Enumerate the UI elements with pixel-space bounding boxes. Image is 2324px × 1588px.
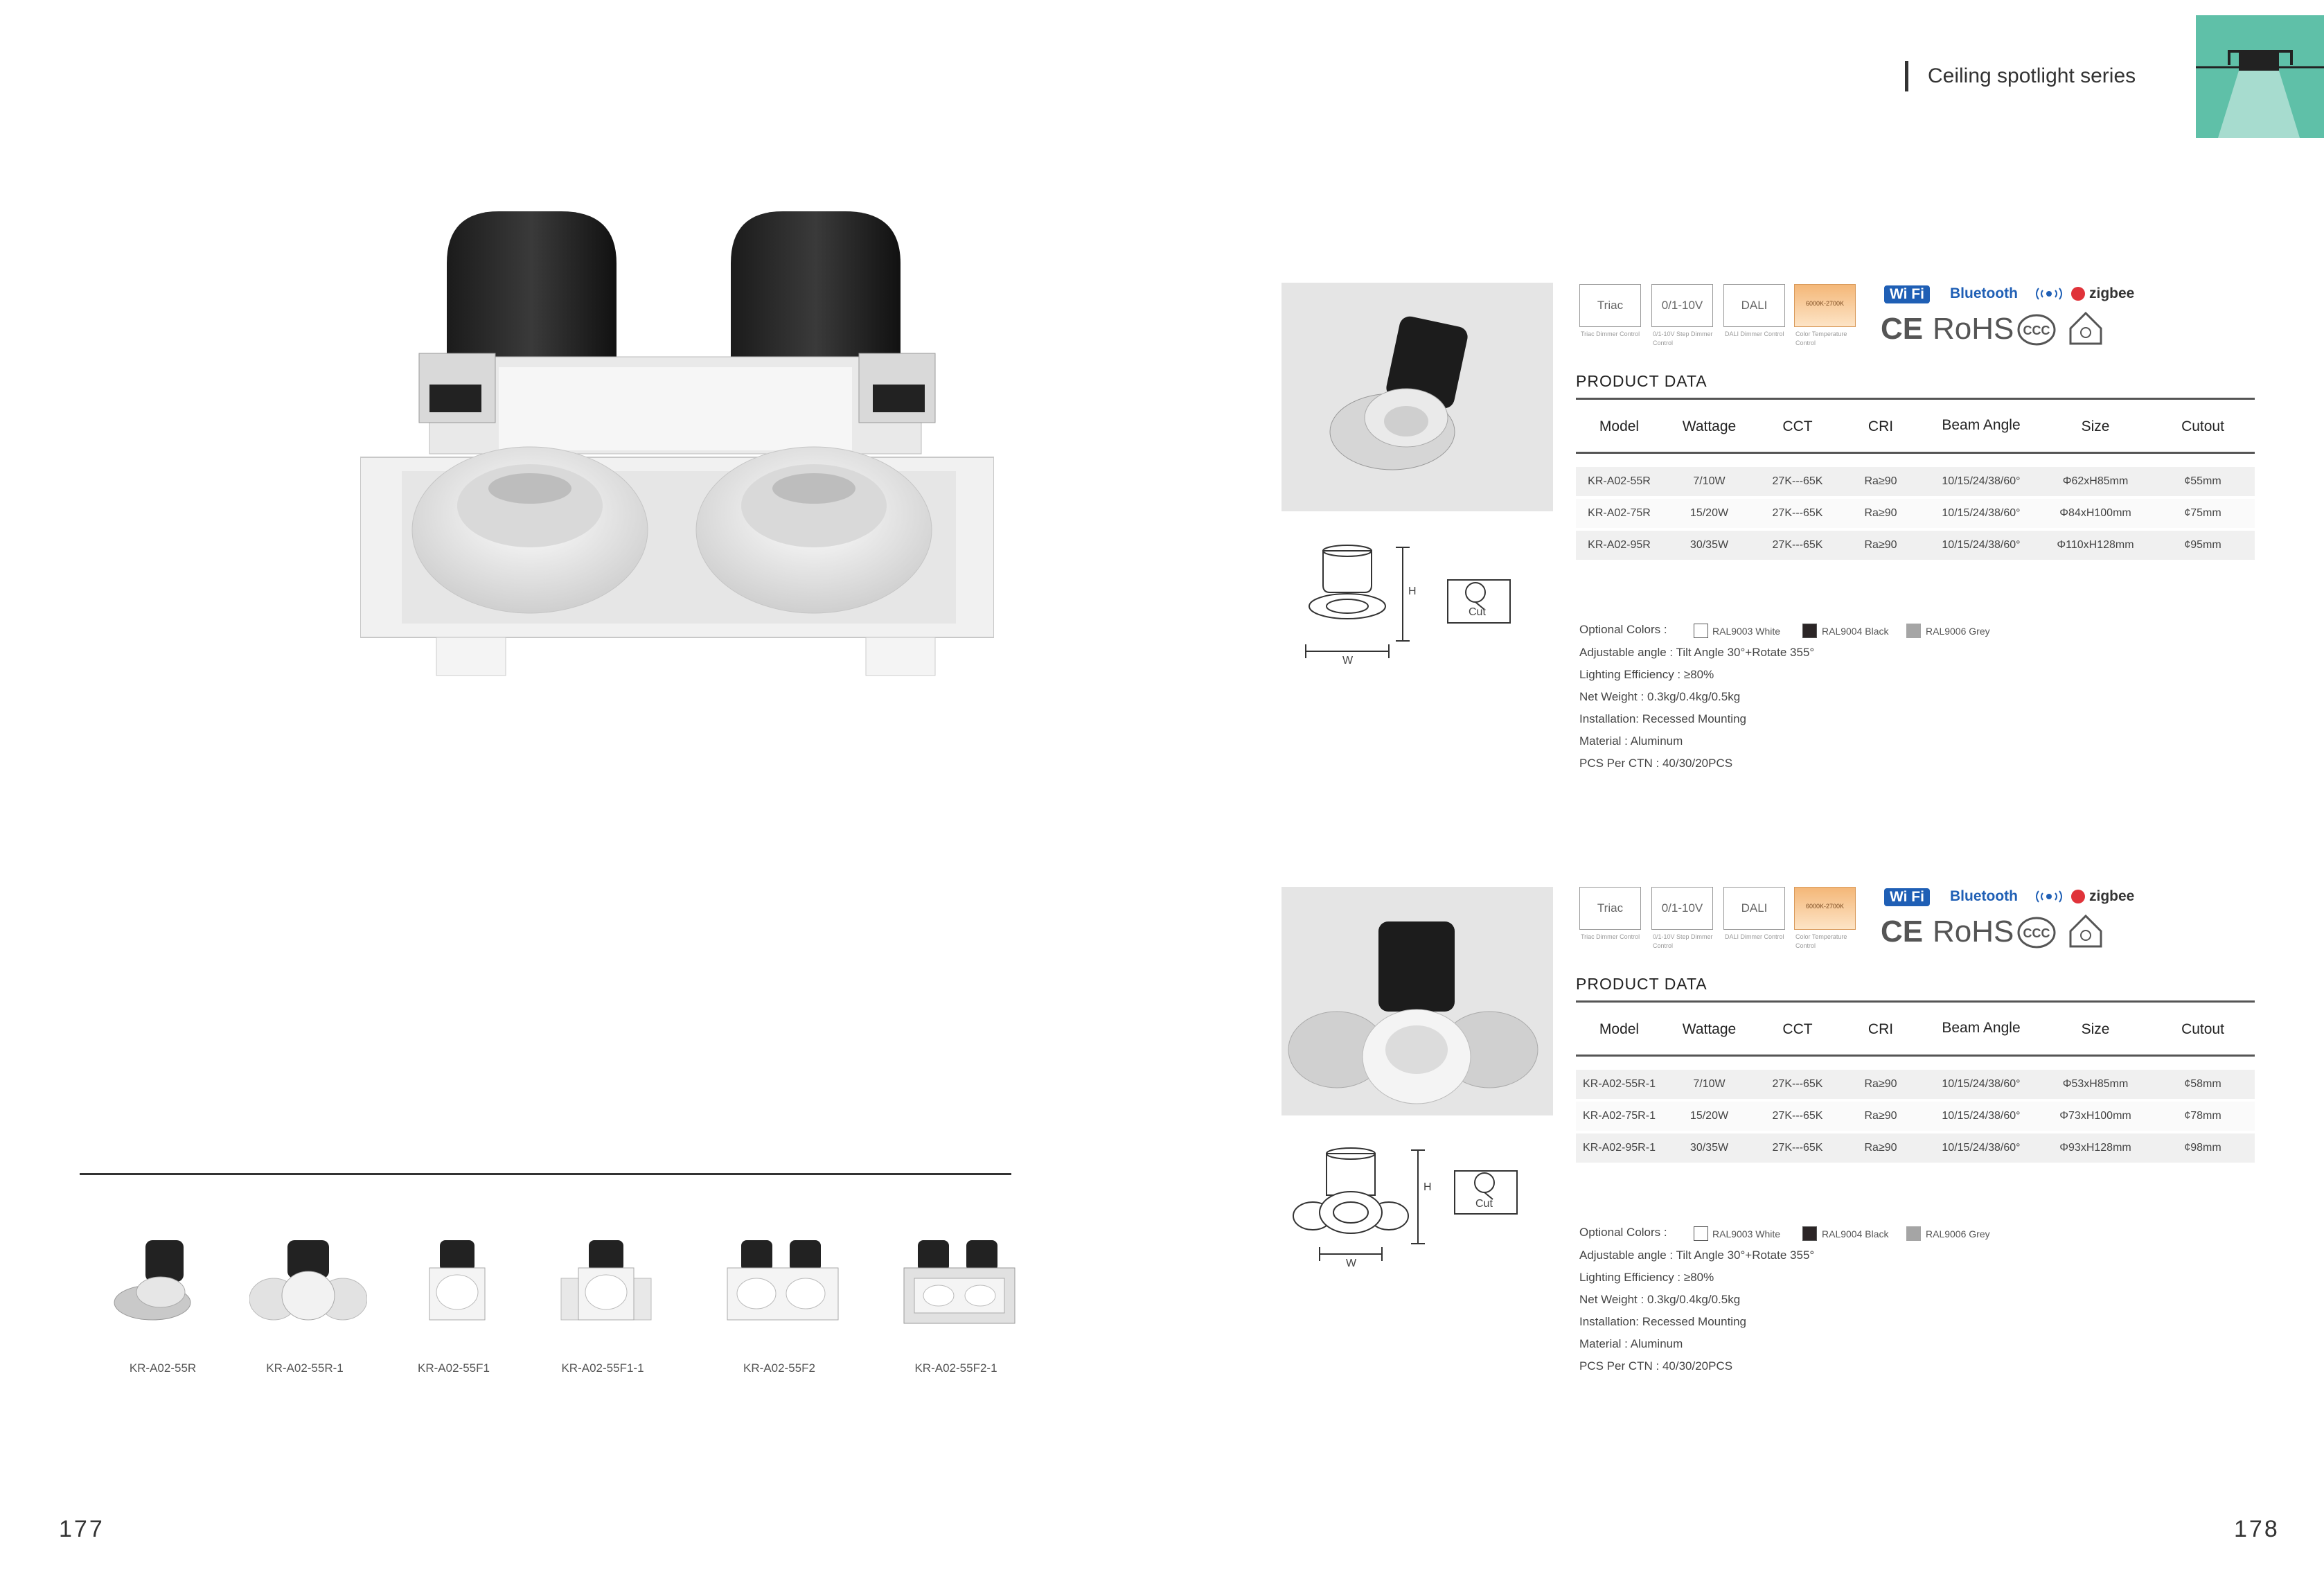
dimmer-010v-icon: 0/1-10V [1651, 887, 1713, 930]
zigbee-logo-icon [2071, 287, 2085, 301]
zigbee-label: zigbee [2089, 285, 2135, 301]
cell-beam-angle: 10/15/24/38/60° [1942, 539, 2021, 551]
cell-cri: Ra≥90 [1864, 1078, 1897, 1090]
catalog-thumb-55f1-1[interactable] [547, 1230, 665, 1334]
spec-weight: Net Weight : 0.3kg/0.4kg/0.5kg [1579, 1293, 1741, 1306]
indoor-use-icon [2068, 310, 2104, 346]
control-caption: 0/1-10V Step Dimmer Control [1653, 933, 1713, 949]
triac-control-icon: Triac [1579, 887, 1641, 930]
cell-beam-angle: 10/15/24/38/60° [1942, 1078, 2021, 1090]
color-label: RAL9003 White [1712, 626, 1781, 637]
spec-material: Material : Aluminum [1579, 1337, 1683, 1350]
product-photo [1281, 887, 1553, 1115]
cell-wattage: 7/10W [1693, 1078, 1726, 1090]
cell-cri: Ra≥90 [1864, 539, 1897, 551]
cell-wattage: 15/20W [1689, 1110, 1729, 1122]
cell-cct: 27K---65K [1772, 1078, 1823, 1090]
col-header-cct: CCT [1782, 1021, 1813, 1037]
col-header-cri: CRI [1868, 418, 1894, 434]
cell-beam-angle: 10/15/24/38/60° [1942, 507, 2021, 519]
cell-cct: 27K---65K [1772, 1142, 1823, 1154]
cell-model: KR-A02-75R-1 [1583, 1110, 1656, 1122]
table-top-rule [1576, 398, 2255, 400]
cell-cutout: ¢98mm [2184, 1142, 2221, 1154]
col-header-cutout: Cutout [2181, 418, 2224, 434]
control-caption: Triac Dimmer Control [1581, 330, 1640, 337]
width-label: W [1342, 655, 1354, 667]
cell-size: Φ62xH85mm [2062, 475, 2129, 487]
color-temperature-icon: 6000K-2700K [1794, 887, 1856, 930]
catalog-label: KR-A02-55F1-1 [561, 1361, 644, 1375]
optional-colors-label: Optional Colors : [1579, 623, 1667, 636]
zigbee-logo-icon [2071, 890, 2085, 903]
col-header-beam-angle: Beam Angle [1942, 417, 2021, 433]
cell-model: KR-A02-55R [1588, 475, 1651, 487]
cell-model: KR-A02-55R-1 [1583, 1078, 1656, 1090]
cell-cct: 27K---65K [1772, 475, 1823, 487]
zigbee-label: zigbee [2089, 888, 2135, 904]
cell-model: KR-A02-75R [1588, 507, 1651, 519]
cell-size: Φ53xH85mm [2062, 1078, 2129, 1090]
cell-wattage: 30/35W [1689, 539, 1729, 551]
bluetooth-icon: Bluetooth [1950, 285, 2018, 301]
col-header-cutout: Cutout [2181, 1021, 2224, 1037]
zwave-signal-icon [2033, 285, 2065, 302]
color-temperature-icon: 6000K-2700K [1794, 284, 1856, 327]
cell-beam-angle: 10/15/24/38/60° [1942, 1142, 2021, 1154]
color-swatch-grey [1906, 624, 1921, 638]
product-data-title: PRODUCT DATA [1576, 372, 1707, 390]
catalog-label: KR-A02-55F1 [418, 1361, 490, 1375]
spec-pcs-per-ctn: PCS Per CTN : 40/30/20PCS [1579, 1359, 1733, 1373]
cell-cct: 27K---65K [1772, 1110, 1823, 1122]
control-caption: DALI Dimmer Control [1725, 330, 1784, 337]
cell-cri: Ra≥90 [1864, 475, 1897, 487]
wifi-icon: Wi Fi [1884, 285, 1930, 303]
catalog-thumb-55f1[interactable] [398, 1230, 516, 1334]
ccc-mark-icon [2017, 916, 2056, 949]
col-header-model: Model [1599, 418, 1640, 434]
color-label: RAL9003 White [1712, 1228, 1781, 1239]
cell-wattage: 7/10W [1693, 475, 1726, 487]
spec-installation: Installation: Recessed Mounting [1579, 1315, 1746, 1328]
dali-control-icon: DALI [1723, 284, 1785, 327]
catalog-label: KR-A02-55F2-1 [914, 1361, 997, 1375]
col-header-beam-angle: Beam Angle [1942, 1020, 2021, 1036]
cell-cri: Ra≥90 [1864, 507, 1897, 519]
col-header-cct: CCT [1782, 418, 1813, 434]
page-number-left: 177 [59, 1516, 105, 1542]
catalog-thumb-55r-1[interactable] [249, 1230, 367, 1334]
catalog-label: KR-A02-55R-1 [266, 1361, 344, 1375]
cell-cutout: ¢75mm [2184, 507, 2221, 519]
control-caption: 0/1-10V Step Dimmer Control [1653, 330, 1713, 346]
cell-cri: Ra≥90 [1864, 1142, 1897, 1154]
ce-mark-icon: CE [1881, 915, 1924, 949]
color-label: RAL9006 Grey [1926, 1228, 1990, 1239]
spec-weight: Net Weight : 0.3kg/0.4kg/0.5kg [1579, 690, 1741, 703]
svg-text:CCC: CCC [2023, 926, 2050, 940]
cell-cutout: ¢78mm [2184, 1110, 2221, 1122]
col-header-wattage: Wattage [1682, 418, 1737, 434]
col-header-size: Size [2081, 1021, 2110, 1037]
ceiling-light-icon [2196, 15, 2324, 138]
color-swatch-white [1694, 1226, 1708, 1241]
control-caption: DALI Dimmer Control [1725, 933, 1784, 940]
height-label: H [1423, 1181, 1432, 1193]
cell-wattage: 15/20W [1689, 507, 1729, 519]
spec-adjustable-angle: Adjustable angle : Tilt Angle 30°+Rotate 355° [1579, 1249, 1815, 1262]
product-photo [1281, 283, 1553, 511]
color-label: RAL9006 Grey [1926, 626, 1990, 637]
catalog-thumb-55f2-1[interactable] [901, 1230, 1018, 1334]
dimension-drawing [1292, 1140, 1548, 1285]
cell-wattage: 30/35W [1689, 1142, 1729, 1154]
cell-size: Φ84xH100mm [2059, 507, 2131, 519]
cell-model: KR-A02-95R [1588, 539, 1651, 551]
header-divider [1905, 61, 1908, 91]
spec-efficiency: Lighting Efficiency : ≥80% [1579, 1271, 1714, 1284]
zwave-signal-icon [2033, 888, 2065, 905]
catalog-divider [80, 1173, 1011, 1175]
ccc-mark-icon [2017, 313, 2056, 346]
cell-cri: Ra≥90 [1864, 1110, 1897, 1122]
spec-adjustable-angle: Adjustable angle : Tilt Angle 30°+Rotate 355° [1579, 646, 1815, 659]
spec-efficiency: Lighting Efficiency : ≥80% [1579, 668, 1714, 681]
color-label: RAL9004 Black [1822, 626, 1889, 637]
optional-colors-label: Optional Colors : [1579, 1226, 1667, 1239]
spec-pcs-per-ctn: PCS Per CTN : 40/30/20PCS [1579, 757, 1733, 770]
control-caption: Color Temperature Control [1795, 330, 1847, 346]
cell-beam-angle: 10/15/24/38/60° [1942, 1110, 2021, 1122]
color-swatch-white [1694, 624, 1708, 638]
bluetooth-icon: Bluetooth [1950, 888, 2018, 904]
cell-cct: 27K---65K [1772, 507, 1823, 519]
cell-cutout: ¢55mm [2184, 475, 2221, 487]
col-header-size: Size [2081, 418, 2110, 434]
table-header-rule [1576, 452, 2255, 454]
cell-model: KR-A02-95R-1 [1583, 1142, 1656, 1154]
cell-cutout: ¢95mm [2184, 539, 2221, 551]
triac-control-icon: Triac [1579, 284, 1641, 327]
page-number-right: 178 [2234, 1516, 2280, 1542]
col-header-wattage: Wattage [1682, 1021, 1737, 1037]
col-header-model: Model [1599, 1021, 1640, 1037]
dali-control-icon: DALI [1723, 887, 1785, 930]
indoor-use-icon [2068, 913, 2104, 949]
color-swatch-black [1802, 1226, 1817, 1241]
spec-installation: Installation: Recessed Mounting [1579, 712, 1746, 725]
color-label: RAL9004 Black [1822, 1228, 1889, 1239]
table-header-rule [1576, 1055, 2255, 1057]
cell-cutout: ¢58mm [2184, 1078, 2221, 1090]
product-data-title: PRODUCT DATA [1576, 975, 1707, 993]
rohs-mark-icon: RoHS [1933, 915, 2014, 949]
catalog-thumb-55f2[interactable] [724, 1230, 842, 1334]
cut-label: Cut [1469, 606, 1486, 618]
catalog-label: KR-A02-55R [129, 1361, 197, 1375]
width-label: W [1346, 1258, 1357, 1269]
color-swatch-black [1802, 624, 1817, 638]
color-swatch-grey [1906, 1226, 1921, 1241]
height-label: H [1408, 585, 1417, 597]
control-caption: Triac Dimmer Control [1581, 933, 1640, 940]
rohs-mark-icon: RoHS [1933, 312, 2014, 346]
series-title: Ceiling spotlight series [1928, 64, 2136, 87]
hero-product-photo [360, 197, 994, 689]
catalog-label: KR-A02-55F2 [743, 1361, 815, 1375]
cut-label: Cut [1475, 1198, 1493, 1210]
wifi-icon: Wi Fi [1884, 888, 1930, 906]
cell-cct: 27K---65K [1772, 539, 1823, 551]
dimension-drawing [1302, 537, 1559, 682]
col-header-cri: CRI [1868, 1021, 1894, 1037]
control-caption: Color Temperature Control [1795, 933, 1847, 949]
spec-material: Material : Aluminum [1579, 734, 1683, 748]
cell-size: Φ93xH128mm [2059, 1142, 2131, 1154]
cell-beam-angle: 10/15/24/38/60° [1942, 475, 2021, 487]
ce-mark-icon: CE [1881, 312, 1924, 346]
dimmer-010v-icon: 0/1-10V [1651, 284, 1713, 327]
cell-size: Φ110xH128mm [2057, 539, 2134, 551]
svg-text:CCC: CCC [2023, 324, 2050, 337]
catalog-thumb-55r[interactable] [104, 1230, 222, 1334]
table-top-rule [1576, 1000, 2255, 1003]
cell-size: Φ73xH100mm [2059, 1110, 2131, 1122]
